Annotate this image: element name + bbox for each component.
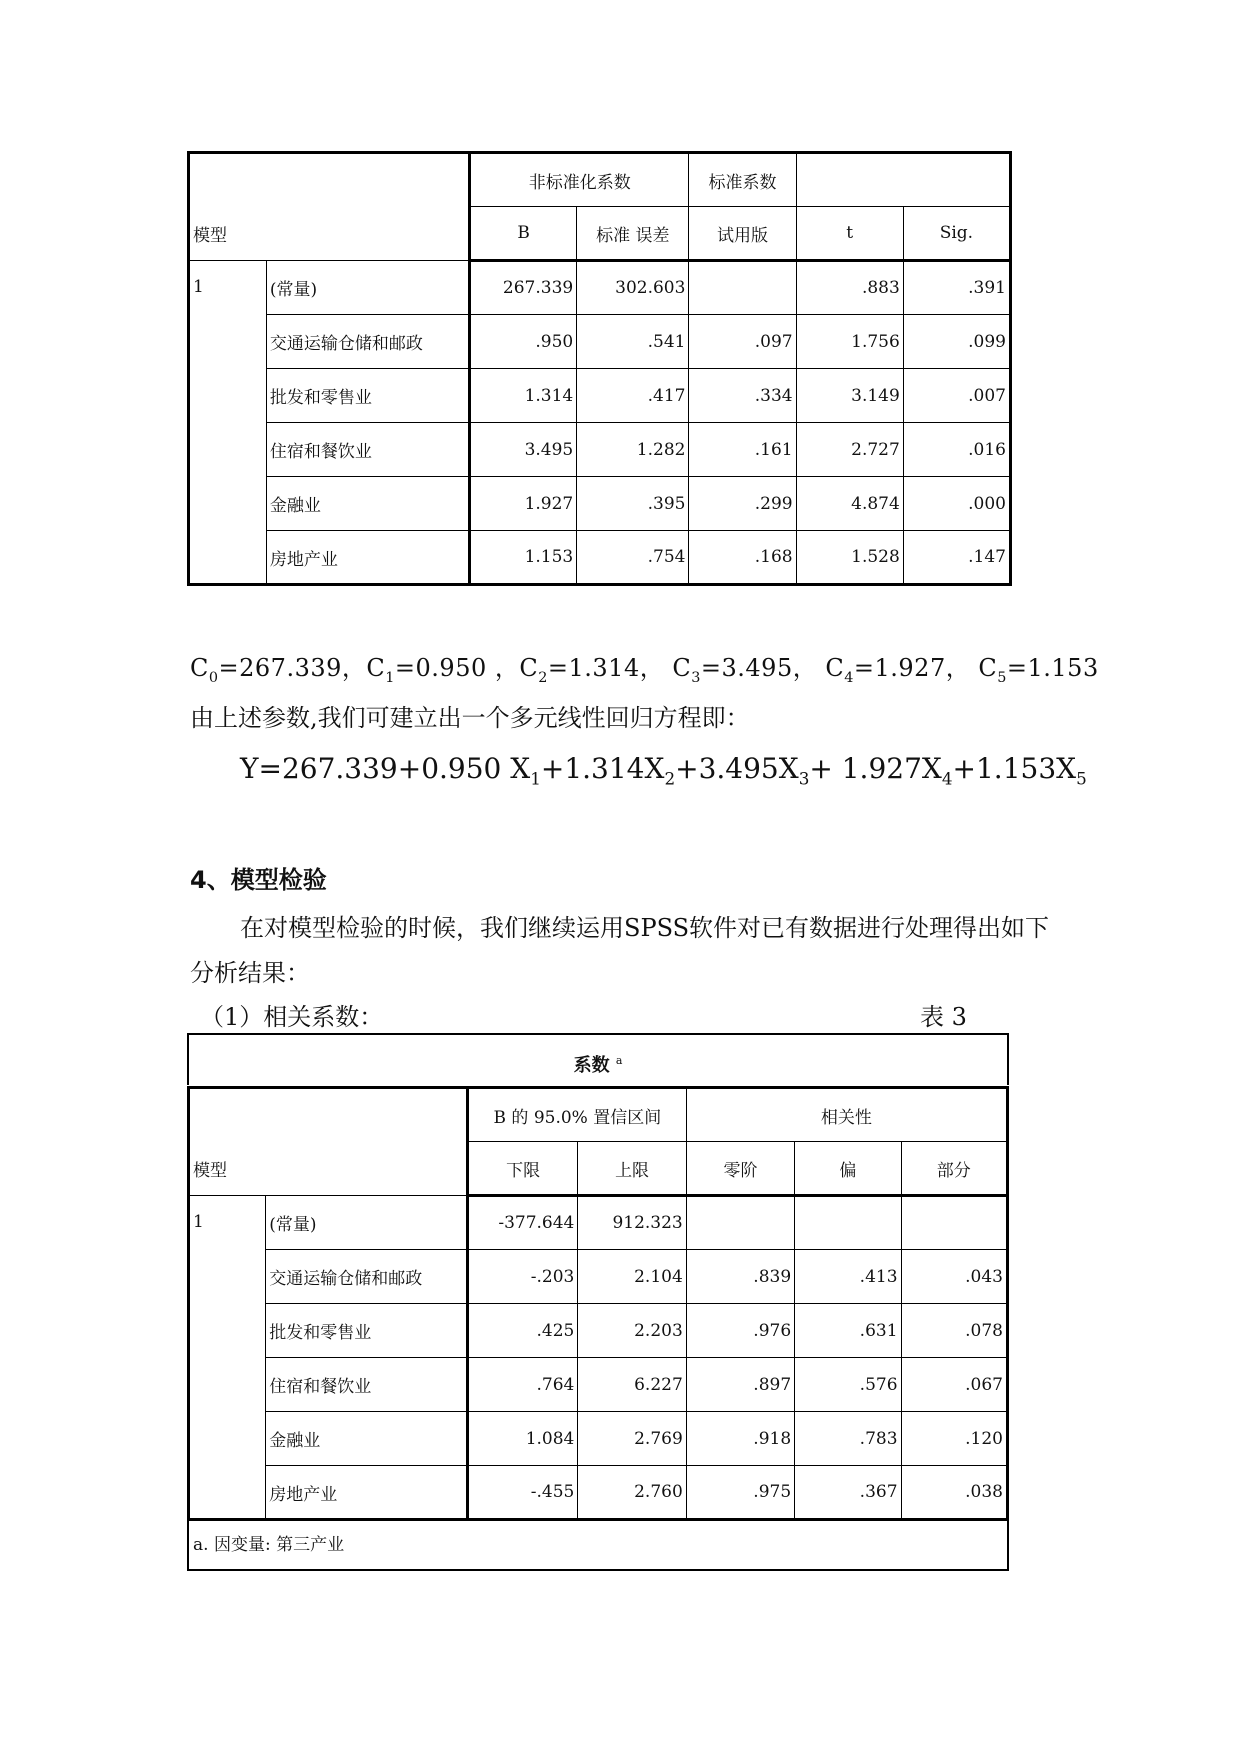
sig-header: Sig. bbox=[903, 207, 1010, 261]
table-row bbox=[189, 1412, 1008, 1466]
coef-value: =1.927， bbox=[853, 654, 971, 682]
cell-part: .078 bbox=[901, 1304, 1007, 1358]
standardized-header: 标准系数 bbox=[689, 153, 796, 207]
cell-part: .067 bbox=[901, 1358, 1007, 1412]
cell-part: .120 bbox=[901, 1412, 1007, 1466]
eq-part: +3.495X bbox=[675, 752, 799, 785]
cell-beta: .168 bbox=[689, 531, 796, 585]
partial-header: 偏 bbox=[795, 1142, 901, 1196]
coef-sub: 5 bbox=[997, 669, 1007, 686]
table-row bbox=[189, 315, 1011, 369]
cell-se: 1.282 bbox=[577, 423, 689, 477]
row-label: 批发和零售业 bbox=[266, 369, 469, 423]
cell-upper: 2.104 bbox=[578, 1250, 686, 1304]
cell-partial: .413 bbox=[795, 1250, 901, 1304]
cell-zero: .975 bbox=[686, 1466, 794, 1520]
model-header: 模型 bbox=[189, 153, 470, 261]
caption-sup: a bbox=[615, 1054, 623, 1067]
table-row bbox=[189, 1358, 1008, 1412]
model-header: 模型 bbox=[189, 1088, 468, 1196]
cell-se: .541 bbox=[577, 315, 689, 369]
subsection-label: （1）相关系数： bbox=[200, 1003, 384, 1031]
regression-equation bbox=[240, 752, 1087, 789]
cell-beta: .097 bbox=[689, 315, 796, 369]
coef-value: =3.495， bbox=[700, 654, 818, 682]
cell-part: .043 bbox=[901, 1250, 1007, 1304]
paragraph: 在对模型检验的时候，我们继续运用SPSS软件对已有数据进行处理得出如下 bbox=[240, 914, 1050, 942]
cell-t: 3.149 bbox=[796, 369, 903, 423]
cell-zero: .839 bbox=[686, 1250, 794, 1304]
paragraph: 分析结果： bbox=[190, 959, 310, 987]
row-label: 金融业 bbox=[266, 1412, 468, 1466]
row-label: 批发和零售业 bbox=[266, 1304, 468, 1358]
cell-sig: .099 bbox=[903, 315, 1010, 369]
cell-se: .417 bbox=[577, 369, 689, 423]
cell-lower: .764 bbox=[467, 1358, 577, 1412]
cell-zero bbox=[686, 1196, 794, 1250]
table-row bbox=[189, 477, 1011, 531]
cell-sig: .147 bbox=[903, 531, 1010, 585]
coef-sub: 2 bbox=[538, 669, 548, 686]
cell-beta: .299 bbox=[689, 477, 796, 531]
cell-b: .950 bbox=[470, 315, 577, 369]
coefficients-table bbox=[187, 151, 1012, 586]
coef-letter: C bbox=[825, 654, 845, 682]
correlation-header: 相关性 bbox=[686, 1088, 1007, 1142]
coef-letter: C bbox=[672, 654, 692, 682]
eq-sub: 3 bbox=[798, 768, 810, 789]
eq-sub: 2 bbox=[664, 768, 676, 789]
cell-b: 1.153 bbox=[470, 531, 577, 585]
coef-value: =1.153 bbox=[1006, 654, 1099, 682]
coef-letter: C bbox=[190, 654, 209, 682]
coefficient-list bbox=[190, 648, 1099, 686]
cell-zero: .897 bbox=[686, 1358, 794, 1412]
row-label: 交通运输仓储和邮政 bbox=[266, 1250, 468, 1304]
cell-lower: 1.084 bbox=[467, 1412, 577, 1466]
table-caption bbox=[187, 1033, 1009, 1085]
coef-sub: 4 bbox=[844, 669, 854, 686]
upper-header: 上限 bbox=[578, 1142, 686, 1196]
cell-upper: 2.769 bbox=[578, 1412, 686, 1466]
table-label: 表 3 bbox=[920, 1003, 967, 1031]
cell-b: 267.339 bbox=[470, 261, 577, 315]
table-row bbox=[189, 1466, 1008, 1520]
row-label: 房地产业 bbox=[266, 1466, 468, 1520]
eq-sub: 5 bbox=[1076, 768, 1087, 789]
cell-sig: .000 bbox=[903, 477, 1010, 531]
cell-upper: 2.760 bbox=[578, 1466, 686, 1520]
cell-partial: .367 bbox=[795, 1466, 901, 1520]
coef-sub: 3 bbox=[691, 669, 701, 686]
cell-t: .883 bbox=[796, 261, 903, 315]
cell-t: 1.756 bbox=[796, 315, 903, 369]
row-label: (常量) bbox=[266, 261, 469, 315]
se-header: 标准 误差 bbox=[577, 207, 689, 261]
empty-header bbox=[796, 153, 1010, 207]
cell-partial bbox=[795, 1196, 901, 1250]
eq-part: + 1.927X bbox=[809, 752, 942, 785]
part-header: 部分 bbox=[901, 1142, 1007, 1196]
table-row bbox=[189, 369, 1011, 423]
beta-header: 试用版 bbox=[689, 207, 796, 261]
cell-lower: -.203 bbox=[467, 1250, 577, 1304]
cell-lower: .425 bbox=[467, 1304, 577, 1358]
row-label: 住宿和餐饮业 bbox=[266, 423, 469, 477]
cell-se: 302.603 bbox=[577, 261, 689, 315]
cell-se: .754 bbox=[577, 531, 689, 585]
coef-value: =1.314， bbox=[547, 654, 665, 682]
row-label: 住宿和餐饮业 bbox=[266, 1358, 468, 1412]
cell-zero: .976 bbox=[686, 1304, 794, 1358]
cell-upper: 6.227 bbox=[578, 1358, 686, 1412]
cell-sig: .007 bbox=[903, 369, 1010, 423]
table-footnote: a. 因变量: 第三产业 bbox=[187, 1521, 1009, 1571]
caption-text: 系数 bbox=[573, 1055, 610, 1076]
lower-header: 下限 bbox=[467, 1142, 577, 1196]
t-header: t bbox=[796, 207, 903, 261]
coef-sub: 0 bbox=[208, 669, 219, 686]
cell-zero: .918 bbox=[686, 1412, 794, 1466]
cell-part bbox=[901, 1196, 1007, 1250]
table-row bbox=[189, 261, 1011, 315]
coef-sub: 1 bbox=[385, 669, 395, 686]
unstandardized-header: 非标准化系数 bbox=[470, 153, 689, 207]
eq-part: +1.314X bbox=[540, 752, 665, 785]
cell-b: 1.314 bbox=[470, 369, 577, 423]
coef-value: =267.339， bbox=[218, 654, 367, 682]
section-heading: 4、模型检验 bbox=[190, 866, 327, 894]
cell-partial: .783 bbox=[795, 1412, 901, 1466]
coef-letter: C bbox=[978, 654, 998, 682]
eq-sub: 1 bbox=[530, 768, 541, 789]
table-row bbox=[189, 1196, 1008, 1250]
row-label: (常量) bbox=[266, 1196, 468, 1250]
table-row bbox=[189, 531, 1011, 585]
row-label: 交通运输仓储和邮政 bbox=[266, 315, 469, 369]
cell-lower: -.455 bbox=[467, 1466, 577, 1520]
table-row bbox=[189, 423, 1011, 477]
cell-partial: .576 bbox=[795, 1358, 901, 1412]
cell-beta: .334 bbox=[689, 369, 796, 423]
table-row bbox=[189, 1250, 1008, 1304]
cell-b: 1.927 bbox=[470, 477, 577, 531]
row-label: 房地产业 bbox=[266, 531, 469, 585]
model-number: 1 bbox=[189, 1196, 266, 1520]
eq-sub: 4 bbox=[941, 768, 953, 789]
cell-part: .038 bbox=[901, 1466, 1007, 1520]
eq-part: Y=267.339+0.950 X bbox=[240, 752, 531, 785]
cell-lower: -377.644 bbox=[467, 1196, 577, 1250]
cell-beta: .161 bbox=[689, 423, 796, 477]
correlation-table bbox=[187, 1086, 1009, 1521]
model-number: 1 bbox=[189, 261, 267, 585]
paragraph: 由上述参数,我们可建立出一个多元线性回归方程即： bbox=[190, 704, 750, 732]
coef-letter: C bbox=[519, 654, 539, 682]
cell-b: 3.495 bbox=[470, 423, 577, 477]
b-header: B bbox=[470, 207, 577, 261]
eq-part: +1.153X bbox=[952, 752, 1077, 785]
coef-value: =0.950 ， bbox=[394, 654, 520, 682]
cell-se: .395 bbox=[577, 477, 689, 531]
cell-sig: .016 bbox=[903, 423, 1010, 477]
cell-t: 1.528 bbox=[796, 531, 903, 585]
coef-letter: C bbox=[366, 654, 386, 682]
cell-partial: .631 bbox=[795, 1304, 901, 1358]
ci-header: B 的 95.0% 置信区间 bbox=[467, 1088, 686, 1142]
cell-t: 4.874 bbox=[796, 477, 903, 531]
cell-beta bbox=[689, 261, 796, 315]
table-row bbox=[189, 1304, 1008, 1358]
cell-upper: 2.203 bbox=[578, 1304, 686, 1358]
cell-upper: 912.323 bbox=[578, 1196, 686, 1250]
cell-sig: .391 bbox=[903, 261, 1010, 315]
row-label: 金融业 bbox=[266, 477, 469, 531]
zero-order-header: 零阶 bbox=[686, 1142, 794, 1196]
cell-t: 2.727 bbox=[796, 423, 903, 477]
